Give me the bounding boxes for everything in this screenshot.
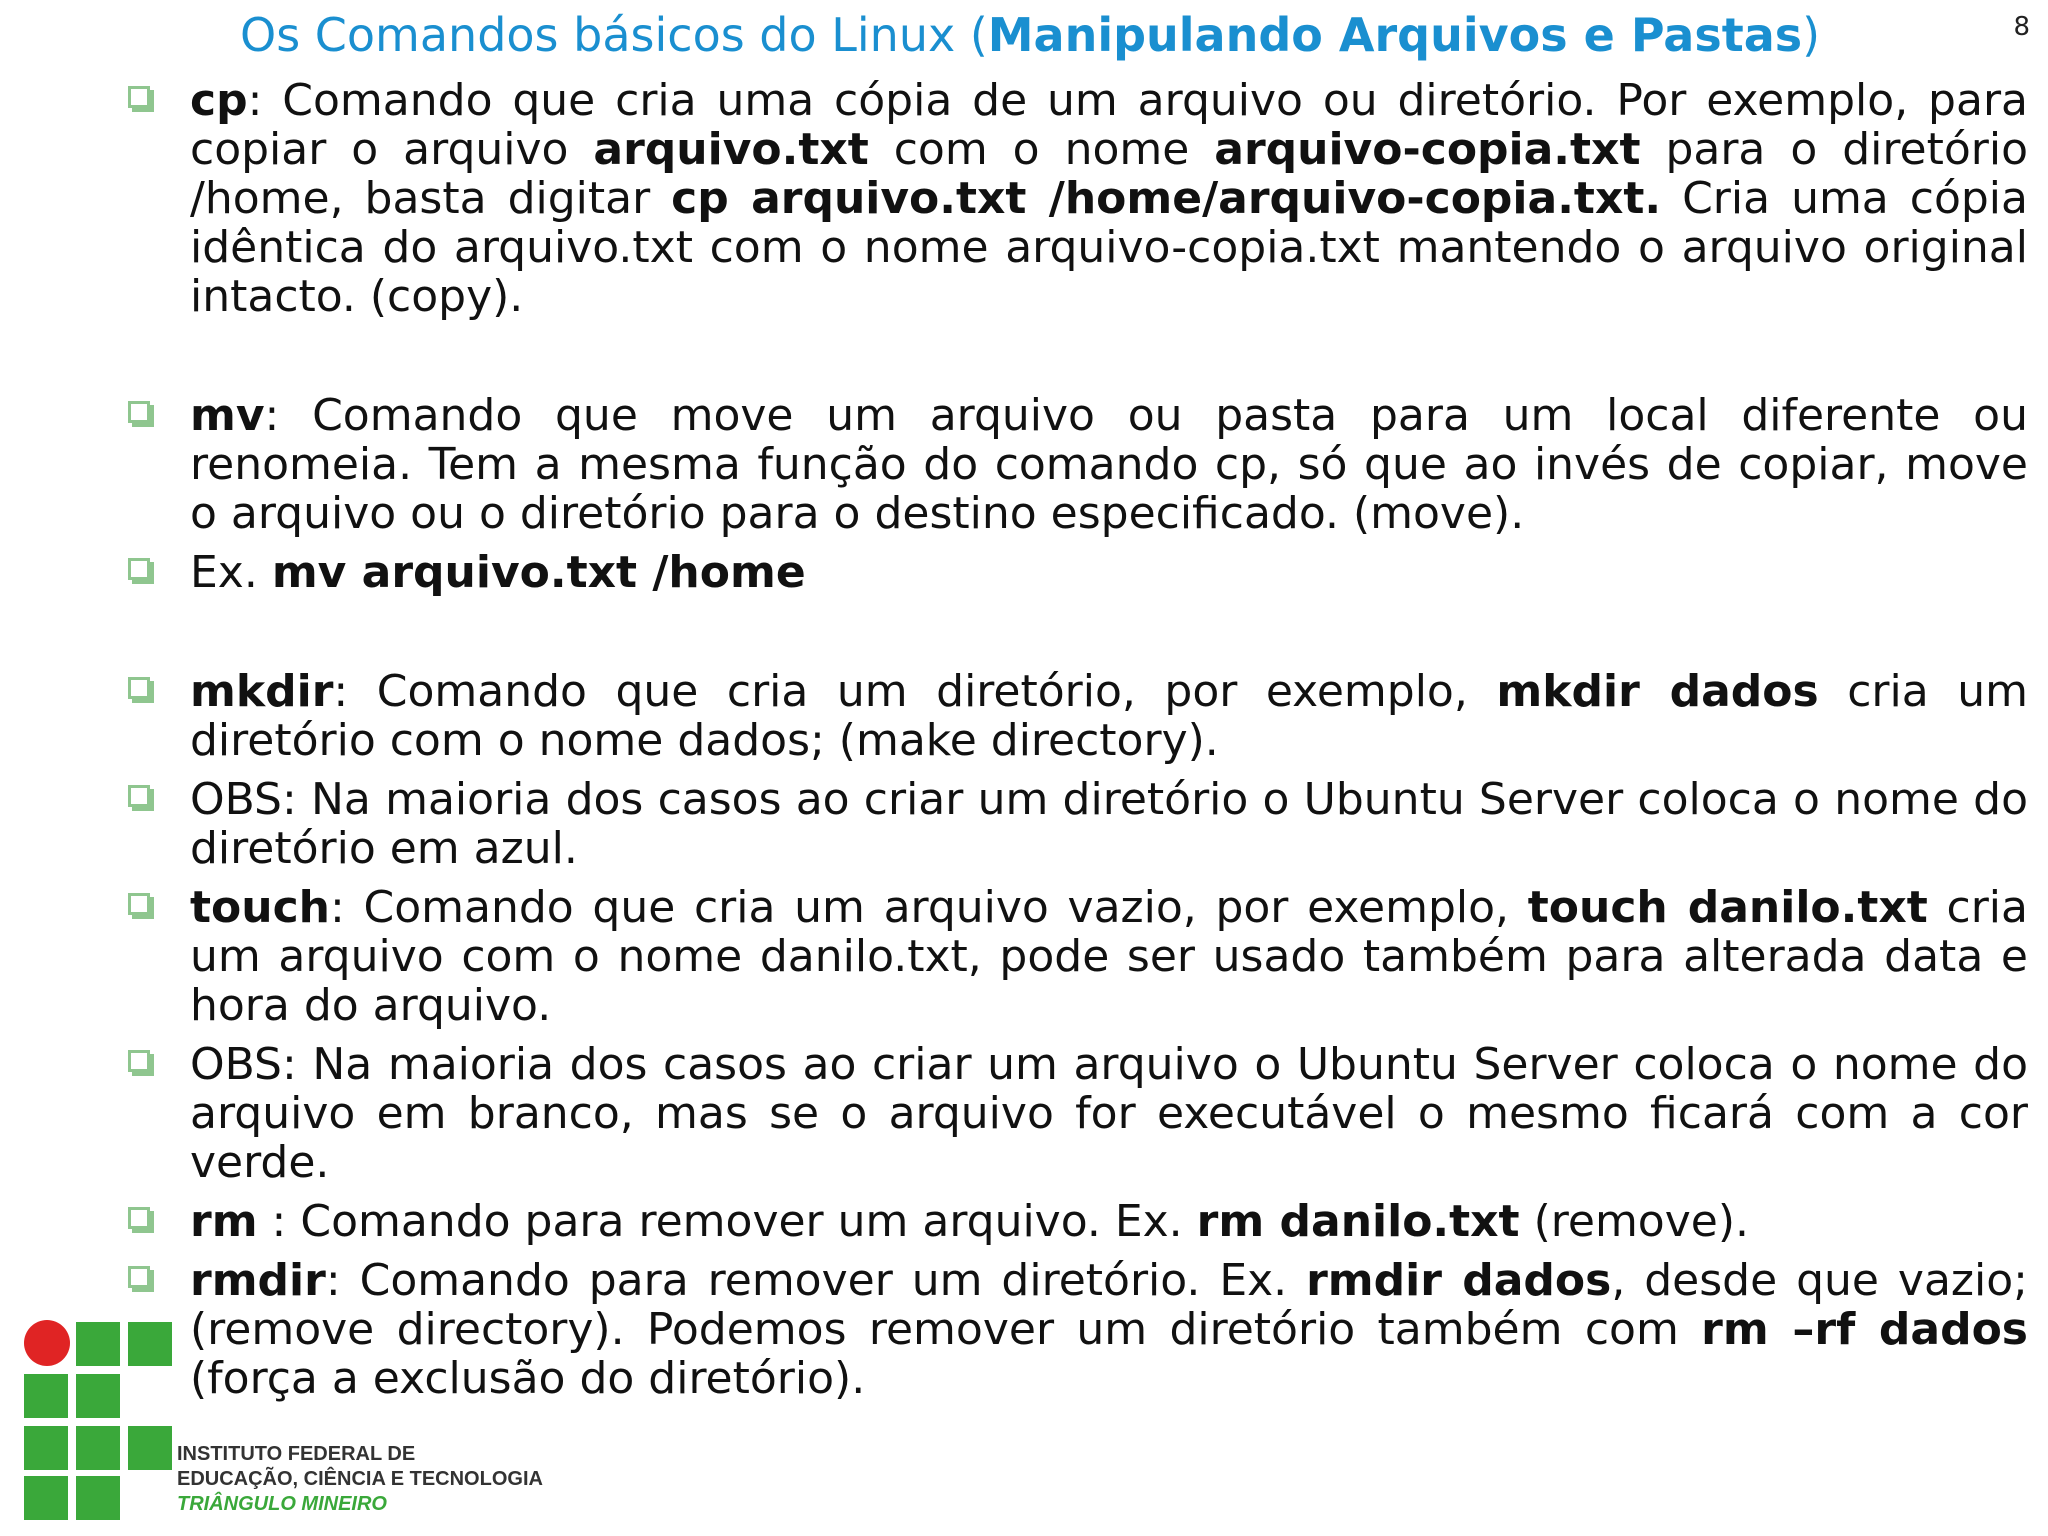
command-text: mv <box>190 390 265 441</box>
command-text: touch danilo.txt <box>1527 882 1928 933</box>
logo-line-1: INSTITUTO FEDERAL DE <box>177 1443 416 1465</box>
command-text: arquivo.txt <box>593 124 869 175</box>
body-text: (remove). <box>1519 1196 1749 1247</box>
body-text: : Comando para remover um arquivo. Ex. <box>257 1196 1197 1247</box>
body-text: Cria uma cópia idêntica do arquivo.txt com o nome arquivo-copia.txt mantendo o arquivo original intacto. (copy). <box>190 173 2028 322</box>
command-text: cp arquivo.txt /home/arquivo-copia.txt. <box>671 173 1662 224</box>
body-text: para o diretório /home, basta digitar <box>190 124 2028 224</box>
list-item <box>124 548 2028 597</box>
square-bullet-icon <box>128 1050 150 1072</box>
logo-line-2: EDUCAÇÃO, CIÊNCIA E TECNOLOGIA <box>177 1468 543 1490</box>
list-item <box>124 1197 2028 1246</box>
bullet-list <box>124 76 2028 1413</box>
command-text: mv arquivo.txt /home <box>271 547 806 598</box>
body-text: OBS: Na maioria dos casos ao criar um arquivo o Ubuntu Server coloca o nome do arquivo em branco, mas se o arquivo for executável o mesmo ficará com a cor verde. <box>190 1039 2028 1188</box>
title-suffix: ) <box>1802 8 1821 62</box>
square-bullet-icon <box>128 785 150 807</box>
logo-line-3: TRIÂNGULO MINEIRO <box>177 1493 387 1515</box>
command-text: rmdir <box>190 1255 326 1306</box>
square-bullet-icon <box>128 401 150 423</box>
logo-square <box>24 1426 68 1470</box>
logo-square <box>76 1476 120 1520</box>
body-text: cria um arquivo com o nome danilo.txt, pode ser usado também para alterada data e hora do arquivo. <box>190 882 2028 1031</box>
body-text: Ex. <box>190 547 272 598</box>
list-item <box>124 1040 2028 1187</box>
square-bullet-icon <box>128 558 150 580</box>
square-bullet-icon <box>128 677 150 699</box>
body-text: : Comando para remover um diretório. Ex. <box>325 1255 1307 1306</box>
logo-square <box>24 1374 68 1418</box>
command-text: mkdir dados <box>1496 666 1819 717</box>
title-prefix: Os Comandos básicos do Linux ( <box>240 8 988 62</box>
page-number: 8 <box>2013 12 2030 42</box>
logo-square <box>76 1374 120 1418</box>
institution-logo <box>22 1318 542 1524</box>
logo-text <box>177 1442 543 1517</box>
slide-title <box>240 4 1920 66</box>
command-text: mkdir <box>190 666 334 717</box>
command-text: touch <box>190 882 330 933</box>
list-item <box>124 76 2028 321</box>
logo-square <box>128 1426 172 1470</box>
logo-square <box>128 1322 172 1366</box>
body-text: : Comando que cria um arquivo vazio, por exemplo, <box>330 882 1528 933</box>
list-item <box>124 775 2028 873</box>
body-text: (força a exclusão do diretório). <box>190 1353 866 1404</box>
square-bullet-icon <box>128 1266 150 1288</box>
logo-square <box>76 1322 120 1366</box>
command-text: rm danilo.txt <box>1196 1196 1520 1247</box>
list-item <box>124 883 2028 1030</box>
title-bold: Manipulando Arquivos e Pastas <box>987 8 1803 62</box>
command-text: arquivo-copia.txt <box>1214 124 1641 175</box>
body-text: : Comando que cria um diretório, por exemplo, <box>333 666 1497 717</box>
body-text: OBS: Na maioria dos casos ao criar um diretório o Ubuntu Server coloca o nome do diretório em azul. <box>190 774 2028 874</box>
body-text: : Comando que move um arquivo ou pasta para um local diferente ou renomeia. Tem a mesma função do comando cp, só que ao invés de copiar, move o arquivo ou o diretório para o destino especificado. (move). <box>190 390 2028 539</box>
command-text: cp <box>190 75 248 126</box>
square-bullet-icon <box>128 893 150 915</box>
body-text: : Comando que cria uma cópia de um arquivo ou diretório. Por exemplo, para copiar o arquivo <box>190 75 2028 175</box>
body-text: , desde que vazio; (remove directory). Podemos remover um diretório também com <box>190 1255 2028 1355</box>
command-text: rm <box>190 1196 258 1247</box>
body-text: com o nome <box>868 124 1215 175</box>
logo-square <box>24 1476 68 1520</box>
body-text: cria um diretório com o nome dados; (make directory). <box>190 666 2028 766</box>
logo-red-circle <box>24 1320 70 1366</box>
command-text: rm –rf dados <box>1701 1304 2028 1355</box>
logo-mark <box>22 1318 182 1518</box>
command-text: rmdir dados <box>1306 1255 1612 1306</box>
square-bullet-icon <box>128 1207 150 1229</box>
logo-square <box>76 1426 120 1470</box>
square-bullet-icon <box>128 86 150 108</box>
list-item <box>124 667 2028 765</box>
list-item <box>124 391 2028 538</box>
